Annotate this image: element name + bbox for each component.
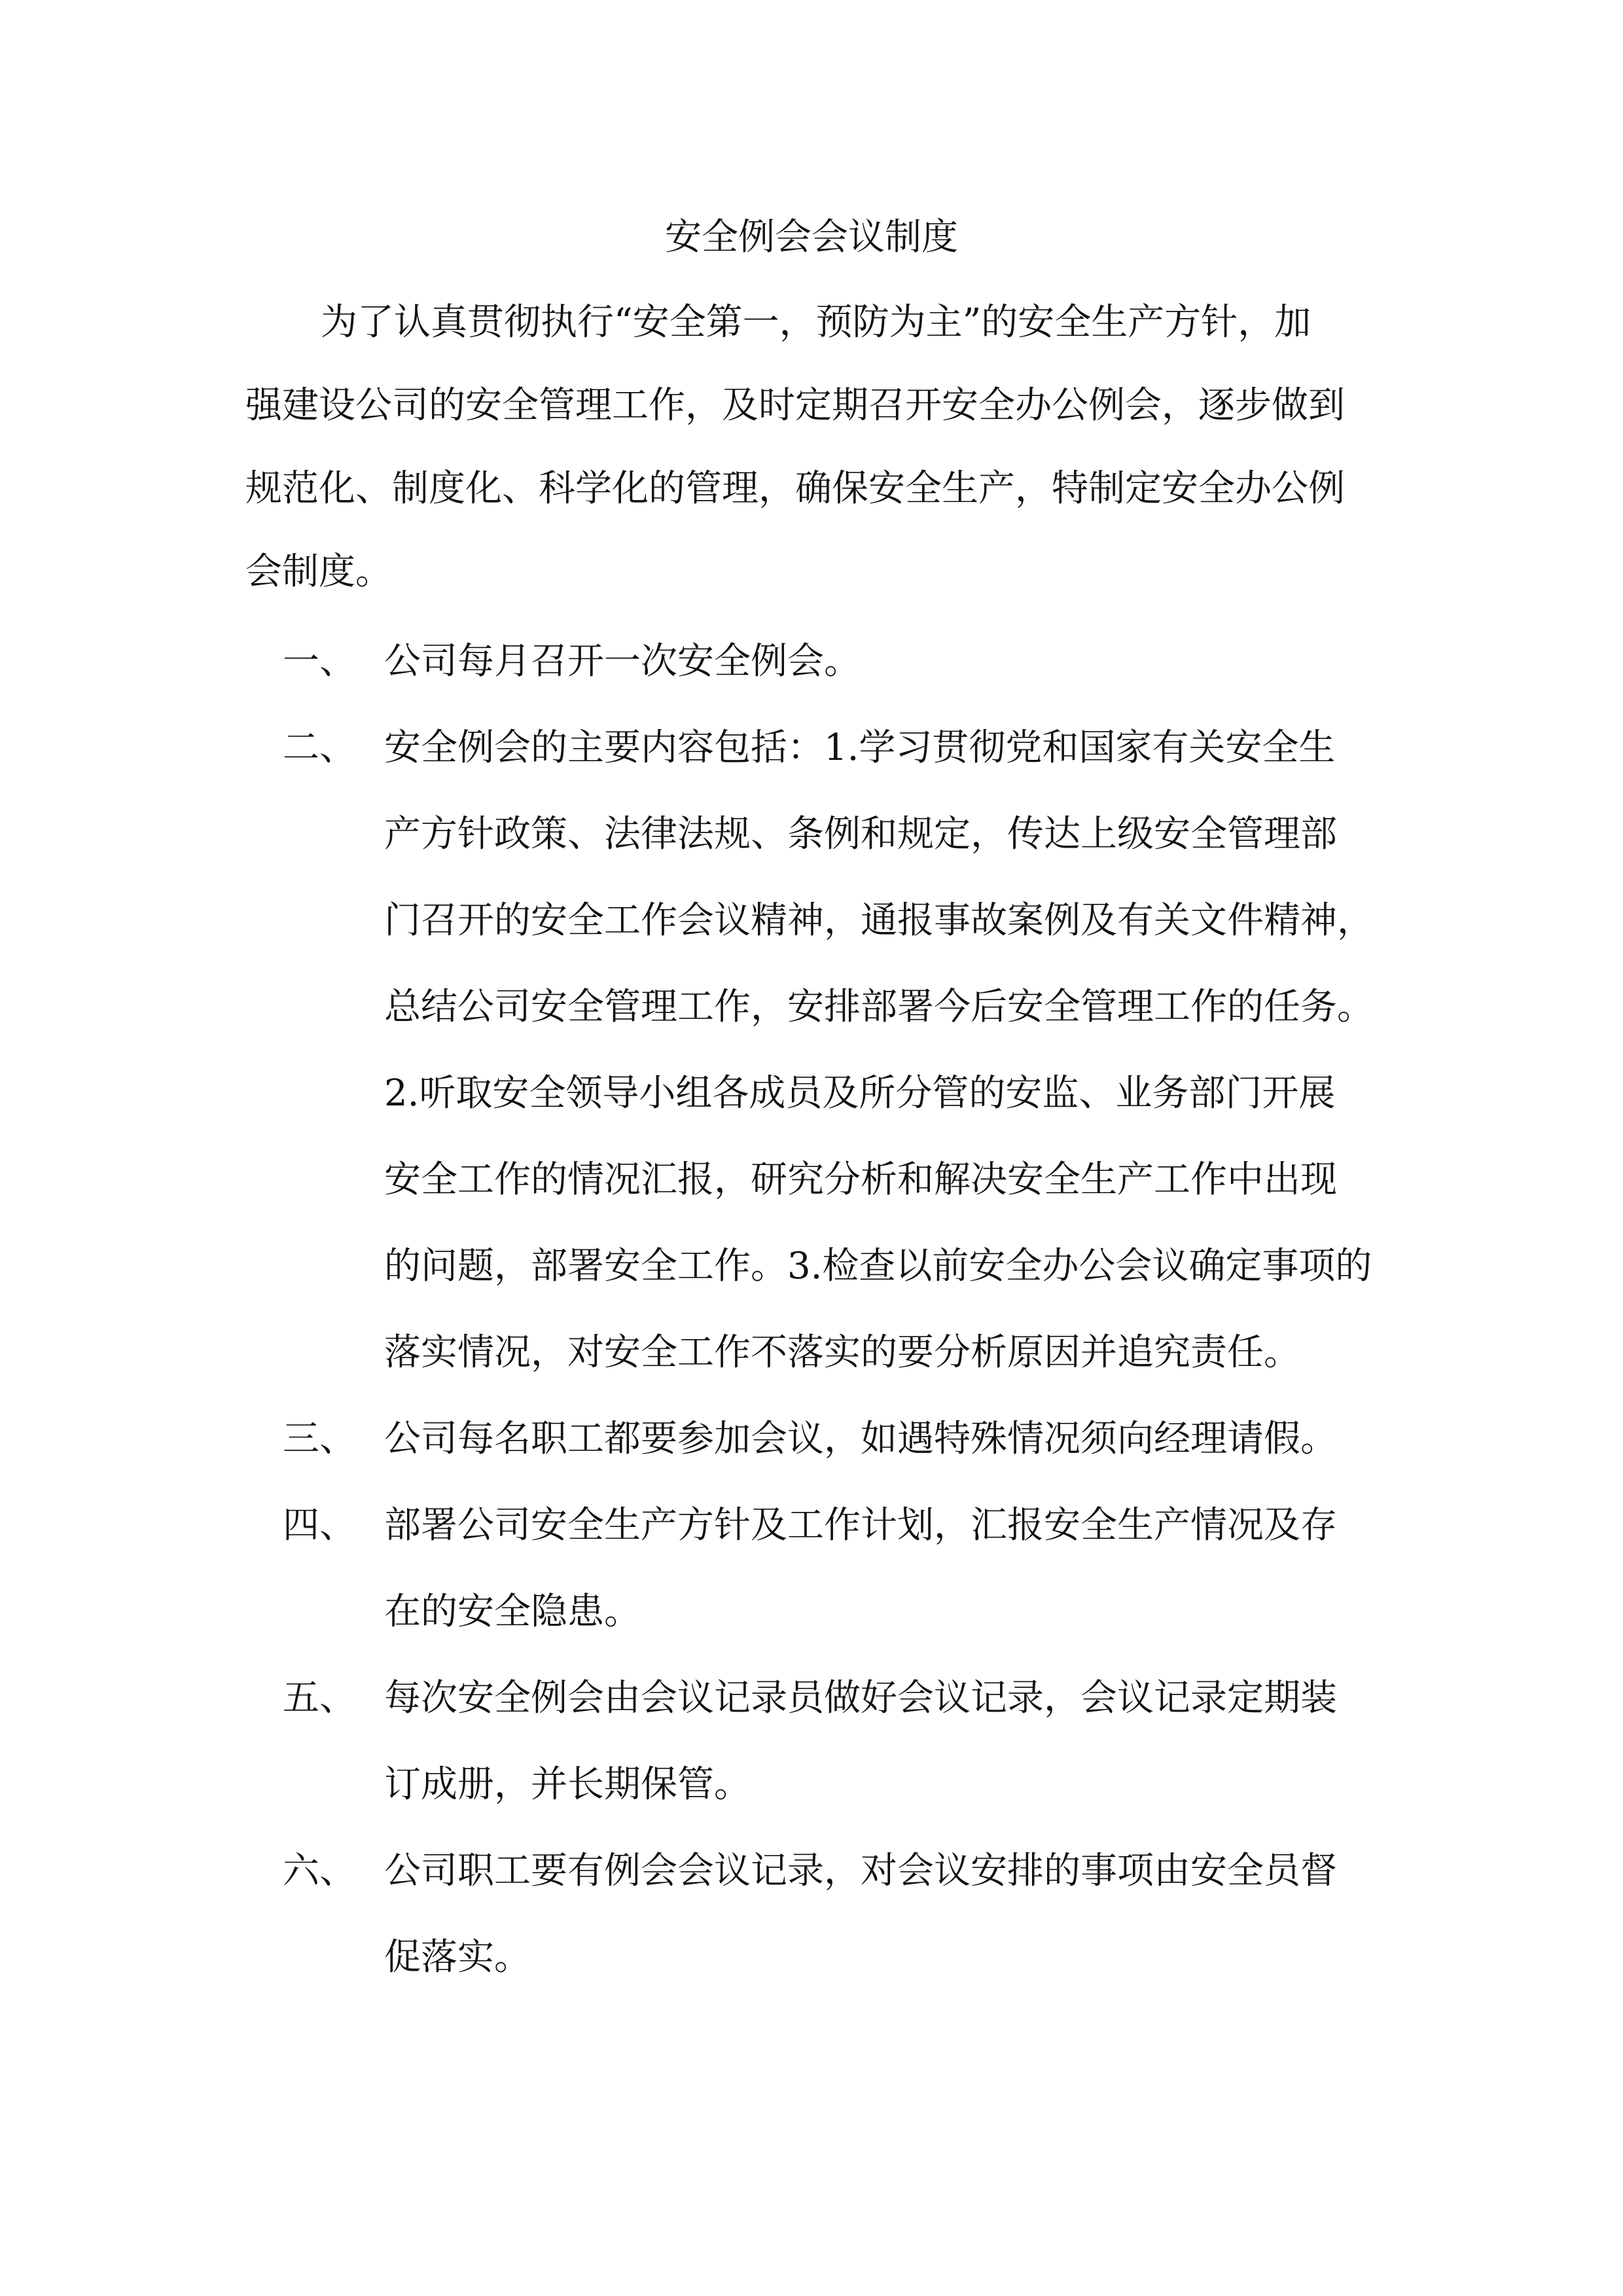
item-number: 四、 (283, 1504, 356, 1547)
item-line: 安全工作的情况汇报，研究分析和解决安全生产工作中出现 (384, 1158, 1337, 1201)
item-line: 安全例会的主要内容包括：1.学习贯彻党和国家有关安全生 (384, 726, 1336, 769)
item-number: 五、 (283, 1677, 356, 1719)
document-title: 安全例会会议制度 (665, 216, 958, 259)
item-line: 公司每名职工都要参加会议，如遇特殊情况须向经理请假。 (384, 1418, 1337, 1460)
item-line: 每次安全例会由会议记录员做好会议记录，会议记录定期装 (384, 1677, 1337, 1719)
item-line: 订成册，并长期保管。 (384, 1763, 751, 1806)
item-line: 公司每月召开一次安全例会。 (384, 640, 861, 683)
intro-line: 规范化、制度化、科学化的管理，确保安全生产，特制定安全办公例 (245, 467, 1345, 510)
intro-line: 强建设公司的安全管理工作，及时定期召开安全办公例会，逐步做到 (245, 384, 1345, 427)
item-number: 一、 (283, 640, 356, 683)
intro-line: 会制度。 (245, 550, 392, 593)
item-line: 在的安全隐患。 (384, 1590, 641, 1633)
item-line: 的问题，部署安全工作。3.检查以前安全办公会议确定事项的 (384, 1245, 1372, 1287)
item-number: 三、 (283, 1418, 356, 1460)
intro-line: 为了认真贯彻执行“安全第一，预防为主”的安全生产方针，加 (321, 301, 1311, 344)
item-line: 促落实。 (384, 1936, 531, 1979)
item-line: 公司职工要有例会会议记录，对会议安排的事项由安全员督 (384, 1850, 1337, 1892)
item-line: 产方针政策、法律法规、条例和规定，传达上级安全管理部 (384, 813, 1337, 855)
item-line: 2.听取安全领导小组各成员及所分管的安监、业务部门开展 (384, 1072, 1336, 1115)
item-line: 落实情况，对安全工作不落实的要分析原因并追究责任。 (384, 1331, 1300, 1374)
item-number: 二、 (283, 726, 356, 769)
item-number: 六、 (283, 1850, 356, 1892)
item-line: 总结公司安全管理工作，安排部署今后安全管理工作的任务。 (384, 986, 1374, 1028)
item-line: 部署公司安全生产方针及工作计划，汇报安全生产情况及存 (384, 1504, 1337, 1547)
item-line: 门召开的安全工作会议精神，通报事故案例及有关文件精神， (384, 899, 1374, 942)
